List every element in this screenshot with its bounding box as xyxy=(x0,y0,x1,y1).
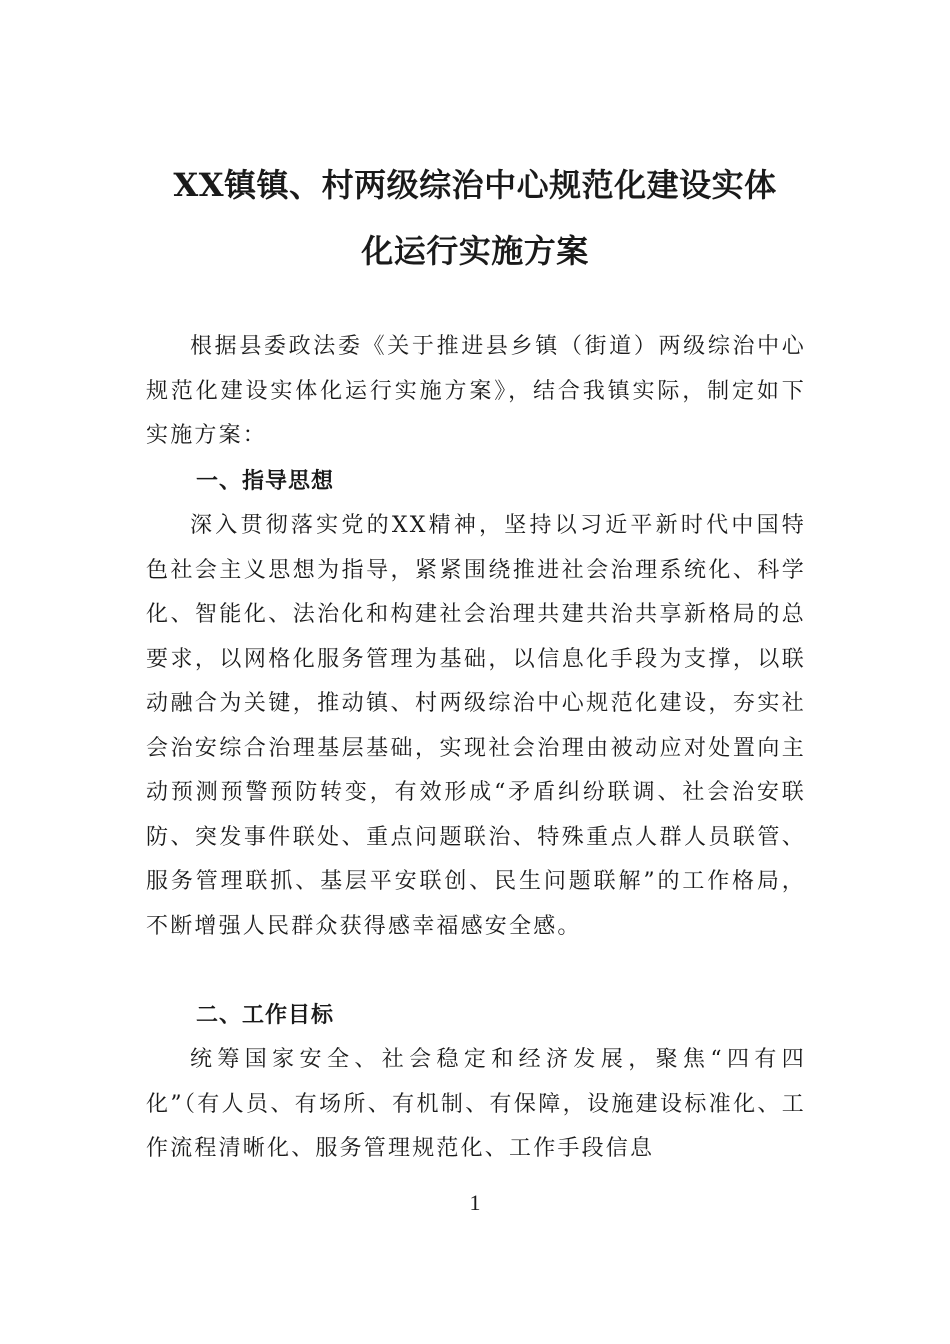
section-2-heading: 二、工作目标 xyxy=(196,1003,335,1028)
intro-paragraph: 根据县委政法委《关于推进县乡镇（街道）两级综治中心规范化建设实体化运行实施方案》，结合我镇实际，制定如下实施方案： xyxy=(146,334,806,448)
document-title-line-2: 化运行实施方案 xyxy=(361,232,589,270)
section-2-paragraph: 统筹国家安全、社会稳定和经济发展，聚焦“四有四化”（有人员、有场所、有机制、有保障，设施建设标准化、工作流程清晰化、服务管理规范化、工作手段信息 xyxy=(146,1047,806,1161)
document-title-line-1: XX镇镇、村两级综治中心规范化建设实体 xyxy=(173,166,777,204)
section-1-paragraph: 深入贯彻落实党的XX精神，坚持以习近平新时代中国特色社会主义思想为指导，紧紧围绕推进社会治理系统化、科学化、智能化、法治化和构建社会治理共建共治共享新格局的总要求，以网格化服务管理为基础，以信息化手段为支撑，以联动融合为关键，推动镇、村两级综治中心规范化建设，夯实社会治安综合治理基层基础，实现社会治理由被动应对处置向主动预测预警预防转变，有效形成“矛盾纠纷联调、社会治安联防、突发事件联处、重点问题联治、特殊重点人群人员联管、服务管理联抓、基层平安联创、民生问题联解”的工作格局，不断增强人民群众获得感幸福感安全感。 xyxy=(146,513,806,939)
section-1-heading: 一、指导思想 xyxy=(196,469,335,494)
page-number: 1 xyxy=(469,1190,481,1215)
